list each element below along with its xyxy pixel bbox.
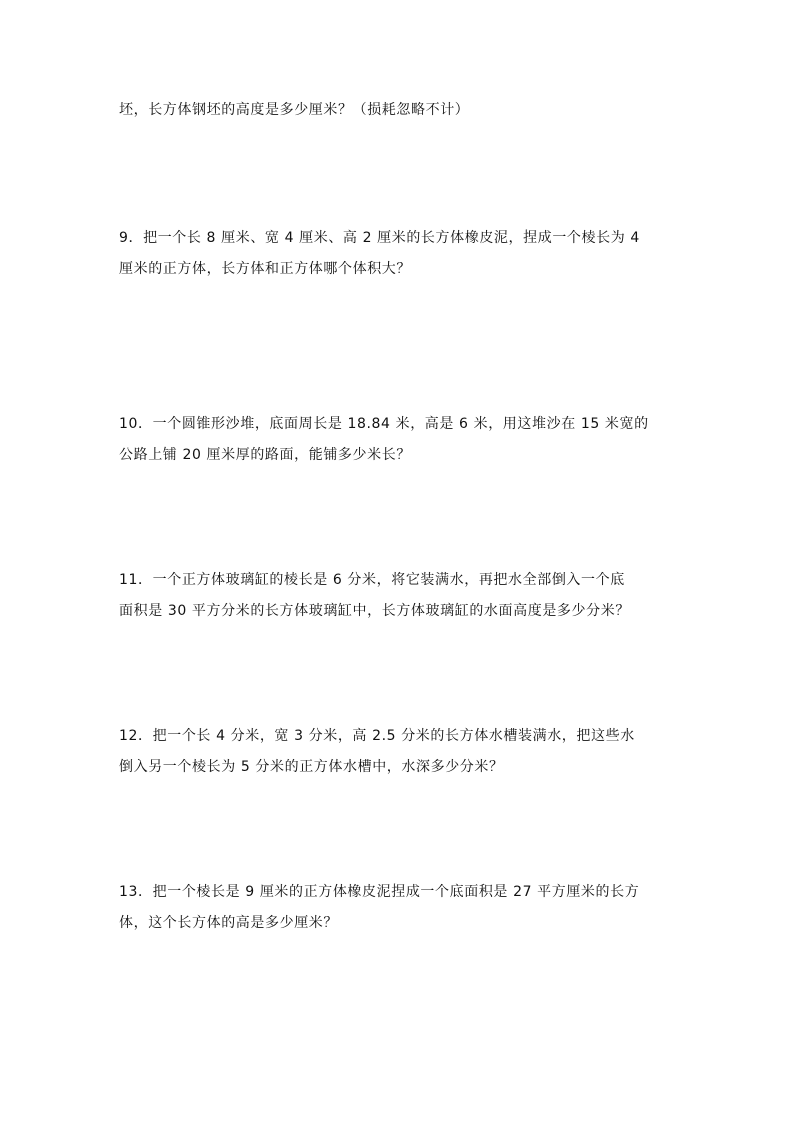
question-11-line-1: 11．一个正方体玻璃缸的棱长是 6 分米，将它装满水，再把水全部倒入一个底 bbox=[119, 572, 625, 588]
question-12-line-1: 12．把一个长 4 分米，宽 3 分米，高 2.5 分米的长方体水槽装满水，把这些水 bbox=[119, 728, 635, 744]
question-10-line-1: 10．一个圆锥形沙堆，底面周长是 18.84 米，高是 6 米，用这堆沙在 15 米宽的 bbox=[119, 416, 649, 432]
question-10-line-2: 公路上铺 20 厘米厚的路面，能铺多少米长？ bbox=[119, 447, 411, 463]
question-12-line-2: 倒入另一个棱长为 5 分米的正方体水槽中，水深多少分米？ bbox=[119, 759, 504, 775]
question-9-line-2: 厘米的正方体，长方体和正方体哪个体积大？ bbox=[119, 261, 411, 277]
question-11-line-2: 面积是 30 平方分米的长方体玻璃缸中，长方体玻璃缸的水面高度是多少分米？ bbox=[119, 603, 630, 619]
question-8-continuation-line: 坯，长方体钢坯的高度是多少厘米？（损耗忽略不计） bbox=[119, 102, 470, 118]
question-13-line-2: 体，这个长方体的高是多少厘米？ bbox=[119, 915, 338, 931]
question-13-line-1: 13．把一个棱长是 9 厘米的正方体橡皮泥捏成一个底面积是 27 平方厘米的长方 bbox=[119, 884, 640, 900]
question-9-line-1: 9．把一个长 8 厘米、宽 4 厘米、高 2 厘米的长方体橡皮泥，捏成一个棱长为 4 bbox=[119, 230, 640, 246]
